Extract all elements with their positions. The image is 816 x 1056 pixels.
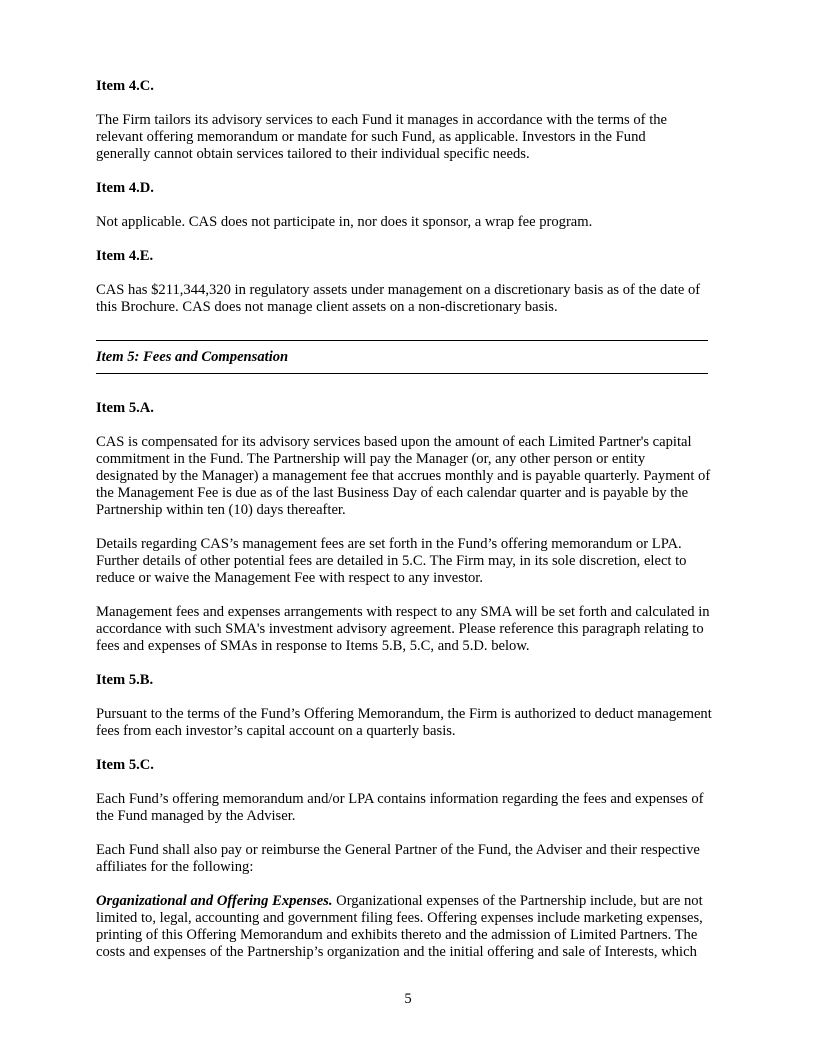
item-5b-line: fees from each investor’s capital account on a quarterly basis.	[96, 723, 456, 739]
item-4e-line: this Brochure. CAS does not manage client assets on a non-discretionary basis.	[96, 299, 558, 315]
item-4c-line: generally cannot obtain services tailored to their individual specific needs.	[96, 146, 530, 162]
section-rule-top	[96, 340, 708, 341]
item-5c-p3-line: costs and expenses of the Partnership’s organization and the initial offering and sale of Interests, which	[96, 944, 697, 960]
item-4c-line: relevant offering memorandum or mandate for such Fund, as applicable. Investors in the Fund	[96, 129, 646, 145]
item-4c-heading: Item 4.C.	[96, 78, 154, 94]
item-5b-heading: Item 5.B.	[96, 672, 154, 688]
item-5a-p2-line: Details regarding CAS’s management fees are set forth in the Fund’s offering memorandum or LPA.	[96, 536, 682, 552]
document-body-section-5	[96, 400, 724, 961]
item-5a-p1-line: the Management Fee is due as of the last Business Day of each calendar quarter and is payable by the	[96, 485, 689, 501]
item-5b-line: Pursuant to the terms of the Fund’s Offering Memorandum, the Firm is authorized to deduct management	[96, 706, 712, 722]
item-4c-line: The Firm tailors its advisory services to each Fund it manages in accordance with the terms of the	[96, 112, 668, 128]
item-5a-p2-line: reduce or waive the Management Fee with respect to any investor.	[96, 570, 484, 586]
item-5c-p3-line: limited to, legal, accounting and government filing fees. Offering expenses include marketing expenses,	[96, 910, 703, 926]
item-4d-line: Not applicable. CAS does not participate in, nor does it sponsor, a wrap fee program.	[96, 214, 593, 230]
item-5c-p2-line: Each Fund shall also pay or reimburse the General Partner of the Fund, the Adviser and their respective	[96, 842, 700, 858]
item-5a-p1-line: Partnership within ten (10) days thereafter.	[96, 502, 346, 518]
item-5a-p1-line: commitment in the Fund. The Partnership will pay the Manager (or, any other person or entity	[96, 451, 646, 467]
section-rule-bottom	[96, 373, 708, 374]
item-4e-heading: Item 4.E.	[96, 248, 154, 264]
item-5a-p3-line: Management fees and expenses arrangements with respect to any SMA will be set forth and calculated in	[96, 604, 710, 620]
item-5a-p2-line: Further details of other potential fees are detailed in 5.C. The Firm may, in its sole discretion, elect to	[96, 553, 687, 569]
item-5c-p3-line: printing of this Offering Memorandum and exhibits thereto and the admission of Limited Partners. The	[96, 927, 698, 943]
item-5c-heading: Item 5.C.	[96, 757, 154, 773]
item-5c-p1-line: the Fund managed by the Adviser.	[96, 808, 296, 824]
item-5a-heading: Item 5.A.	[96, 400, 154, 416]
item-4e-line: CAS has $211,344,320 in regulatory assets under management on a discretionary basis as of the date of	[96, 282, 701, 298]
item-5c-p3-first-line	[96, 893, 724, 910]
item-5c-p1-line: Each Fund’s offering memorandum and/or LPA contains information regarding the fees and expenses of	[96, 791, 704, 807]
item-5c-p2-line: affiliates for the following:	[96, 859, 254, 875]
organizational-expenses-lead: Organizational and Offering Expenses.	[96, 893, 333, 909]
document-body	[96, 78, 724, 316]
item-5a-p1-line: designated by the Manager) a management fee that accrues monthly and is payable quarterly. Payment of	[96, 468, 711, 484]
page-number: 5	[404, 991, 412, 1007]
item-5a-p3-line: accordance with such SMA's investment advisory agreement. Please reference this paragraph relating to	[96, 621, 704, 637]
item-4d-heading: Item 4.D.	[96, 180, 154, 196]
item-5c-p3-first-rest: Organizational expenses of the Partnership include, but are not	[332, 893, 703, 909]
section-5-title: Item 5: Fees and Compensation	[96, 349, 289, 365]
item-5a-p3-line: fees and expenses of SMAs in response to Items 5.B, 5.C, and 5.D. below.	[96, 638, 530, 654]
item-5a-p1-line: CAS is compensated for its advisory services based upon the amount of each Limited Partner's capital	[96, 434, 692, 450]
